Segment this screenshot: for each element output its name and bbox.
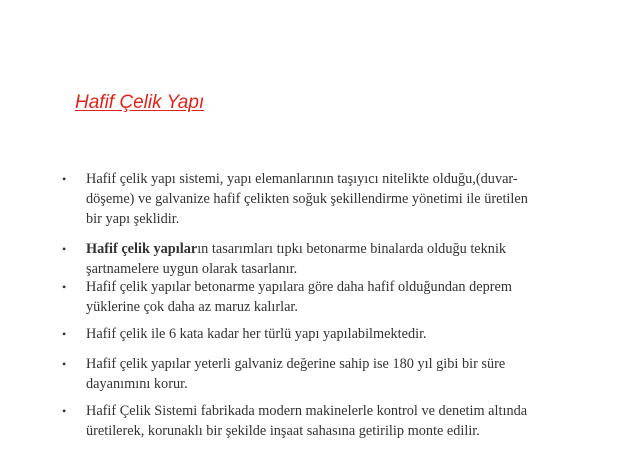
list-item <box>62 169 562 229</box>
list-item <box>62 401 562 441</box>
list-item-line: Hafif çelik ile 6 kata kadar her türlü yapı yapılabilmektedir. <box>86 326 427 342</box>
list-item-line: döşeme) ve galvanize hafif çelikten soğuk şekillendirme yönetimi ile üretilen <box>86 191 528 207</box>
list-item-line: Hafif çelik yapı sistemi, yapı elemanlarının taşıyıcı nitelikte olduğu,(duvar- <box>86 171 518 187</box>
list-item-line: Hafif çelik yapılar betonarme yapılara göre daha hafif olduğundan deprem <box>86 279 512 295</box>
list-item-text <box>86 169 562 229</box>
list-item <box>62 354 562 394</box>
list-item <box>62 324 562 344</box>
list-item-line: yüklerine çok daha az maruz kalırlar. <box>86 299 298 315</box>
list-item-line: şartnamelere uygun olarak tasarlanır. <box>86 261 298 277</box>
list-item-line: üretilerek, korunaklı bir şekilde inşaat sahasına getirilip monte edilir. <box>86 423 480 439</box>
list-item-line: dayanımını korur. <box>86 376 188 392</box>
list-item-line: ın tasarımları tıpkı betonarme binalarda olduğu teknik <box>197 241 507 257</box>
bullet-icon: • <box>62 357 67 371</box>
list-item-line: Hafif çelik yapılar yeterli galvaniz değerine sahip ise 180 yıl gibi bir süre <box>86 356 506 372</box>
list-item-line: bir yapı şeklidir. <box>86 211 180 227</box>
bullet-icon: • <box>62 242 67 256</box>
bullet-icon: • <box>62 172 67 186</box>
list-item-line: Hafif Çelik Sistemi fabrikada modern makinelerle kontrol ve denetim altında <box>86 403 528 419</box>
list-item <box>62 239 562 279</box>
bullet-icon: • <box>62 404 67 418</box>
bullet-icon: • <box>62 280 67 294</box>
list-item-text <box>86 354 562 394</box>
page-title: Hafif Çelik Yapı <box>75 92 205 113</box>
list-item-bold-lead: Hafif çelik yapılar <box>86 241 198 257</box>
list-item-text <box>86 239 562 279</box>
bullet-icon: • <box>62 327 67 341</box>
list-item-text <box>86 401 562 441</box>
list-item-text <box>86 277 562 317</box>
list-item-text <box>86 324 562 344</box>
list-item <box>62 277 562 317</box>
